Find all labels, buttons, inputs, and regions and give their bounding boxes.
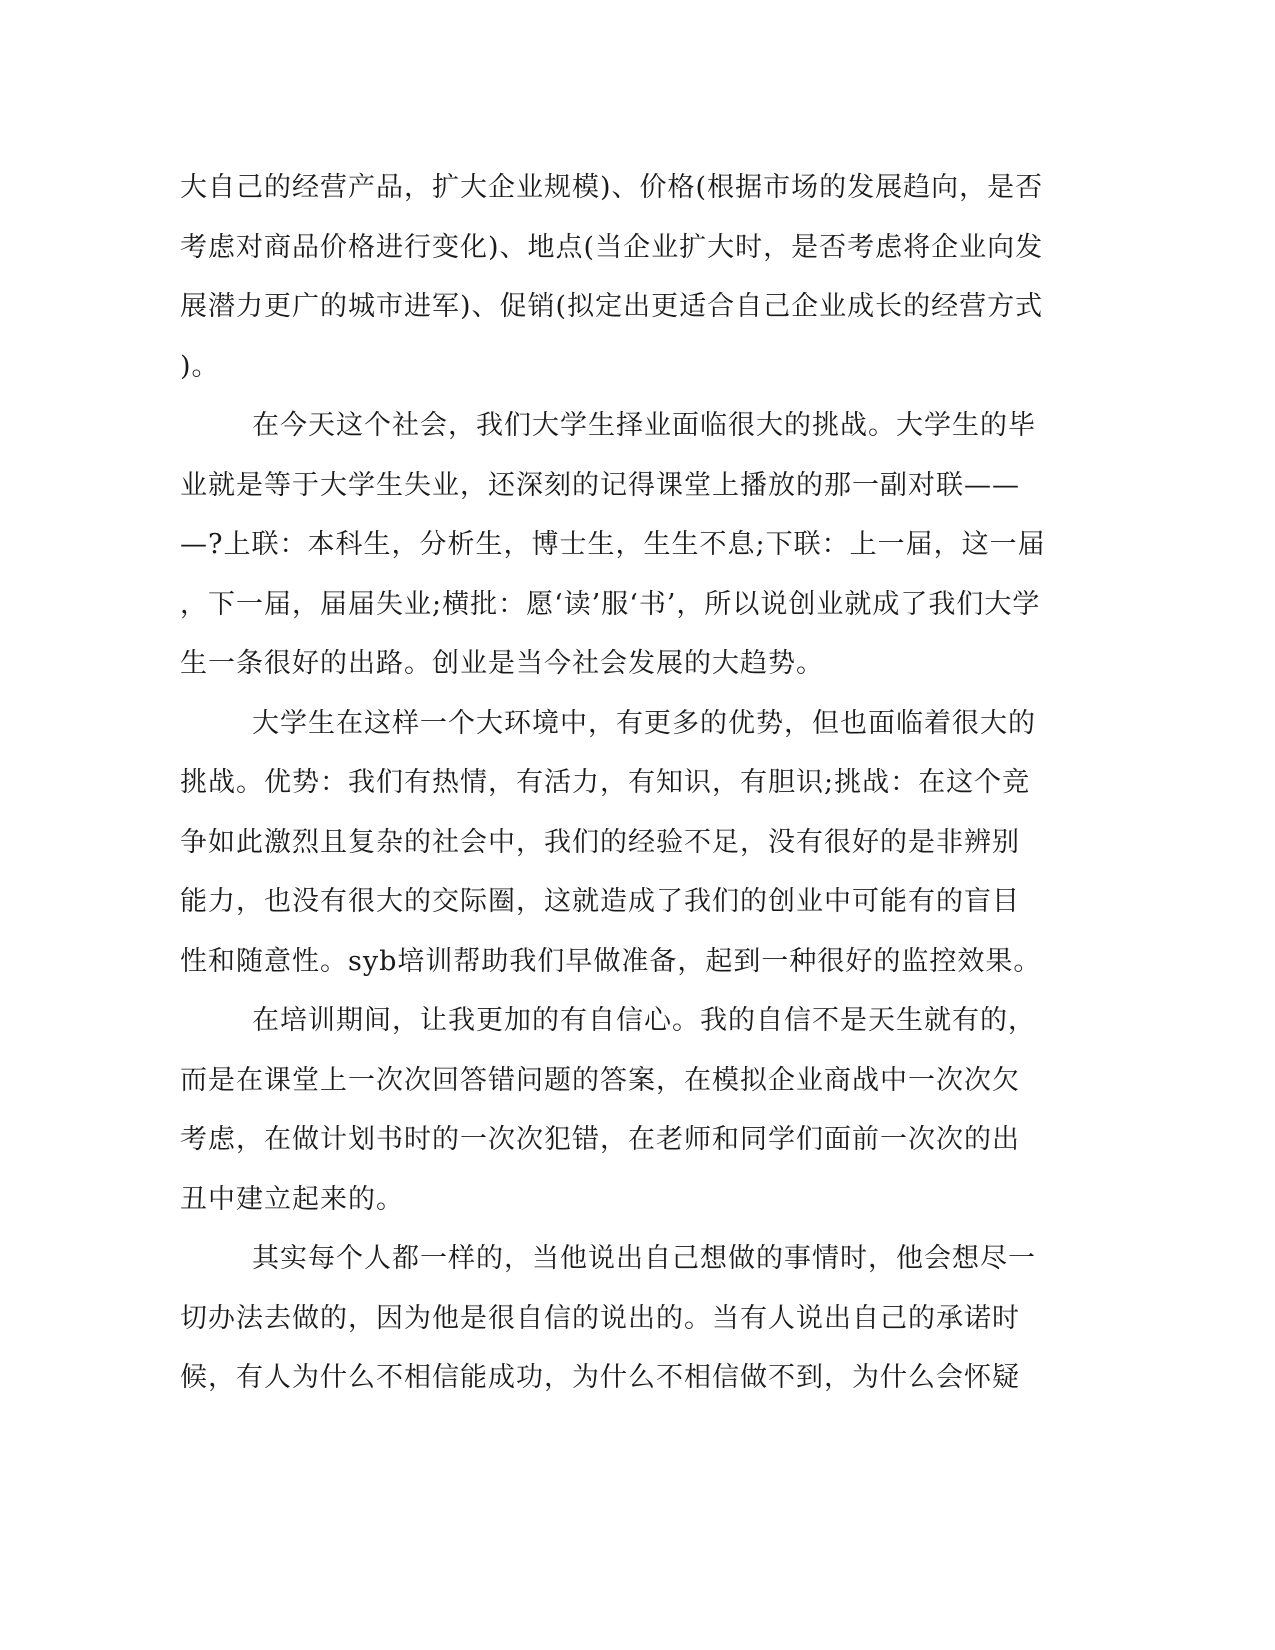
- paragraph-first-line: 在今天这个社会，我们大学生择业面临很大的挑战。大学生的毕: [252, 410, 1036, 441]
- text-line: 切办法去做的，因为他是很自信的说出的。当有人说出自己的承诺时: [180, 1302, 1020, 1334]
- text-line: ，下一届，届届失业;横批：愿‘读’服‘书’，所以说创业就成了我们大学: [180, 588, 1041, 620]
- text-line: 能力，也没有很大的交际圈，这就造成了我们的创业中可能有的盲目: [180, 886, 1020, 917]
- text-line: 争如此激烈且复杂的社会中，我们的经验不足，没有很好的是非辨别: [180, 826, 1020, 858]
- text-line: 生一条很好的出路。创业是当今社会发展的大趋势。: [180, 648, 824, 679]
- text-line: 挑战。优势：我们有热情，有活力，有知识，有胆识;挑战：在这个竞: [180, 767, 1031, 798]
- text-line: )。: [180, 350, 220, 382]
- text-line: 而是在课堂上一次次回答错问题的答案，在模拟企业商战中一次次欠: [180, 1064, 1020, 1096]
- text-line: 考虑对商品价格进行变化)、地点(当企业扩大时，是否考虑将企业向发: [180, 231, 1044, 263]
- paragraph-first-line: 大学生在这样一个大环境中，有更多的优势，但也面临着很大的: [252, 707, 1036, 739]
- text-line: 考虑，在做计划书时的一次次犯错，在老师和同学们面前一次次的出: [180, 1124, 1020, 1155]
- text-line: 展潜力更广的城市进军)、促销(拟定出更适合自己企业成长的经营方式: [180, 291, 1044, 322]
- paragraph-first-line: 其实每个人都一样的，当他说出自己想做的事情时，他会想尽一: [252, 1243, 1036, 1274]
- text-line: 丑中建立起来的。: [180, 1183, 404, 1215]
- text-line: 业就是等于大学生失业，还深刻的记得课堂上播放的那一副对联——: [180, 469, 1020, 501]
- body-text: [180, 158, 1046, 1408]
- text-line: 性和随意性。syb培训帮助我们早做准备，起到一种很好的监控效果。: [180, 945, 1042, 977]
- paragraph-first-line: 在培训期间，让我更加的有自信心。我的自信不是天生就有的，: [252, 1005, 1036, 1036]
- text-line: —?上联：本科生，分析生，博士生，生生不息;下联：上一届，这一届: [180, 529, 1046, 560]
- text-line: 大自己的经营产品，扩大企业规模)、价格(根据市场的发展趋向，是否: [180, 172, 1044, 203]
- text-line: 候，有人为什么不相信能成功，为什么不相信做不到，为什么会怀疑: [180, 1362, 1020, 1393]
